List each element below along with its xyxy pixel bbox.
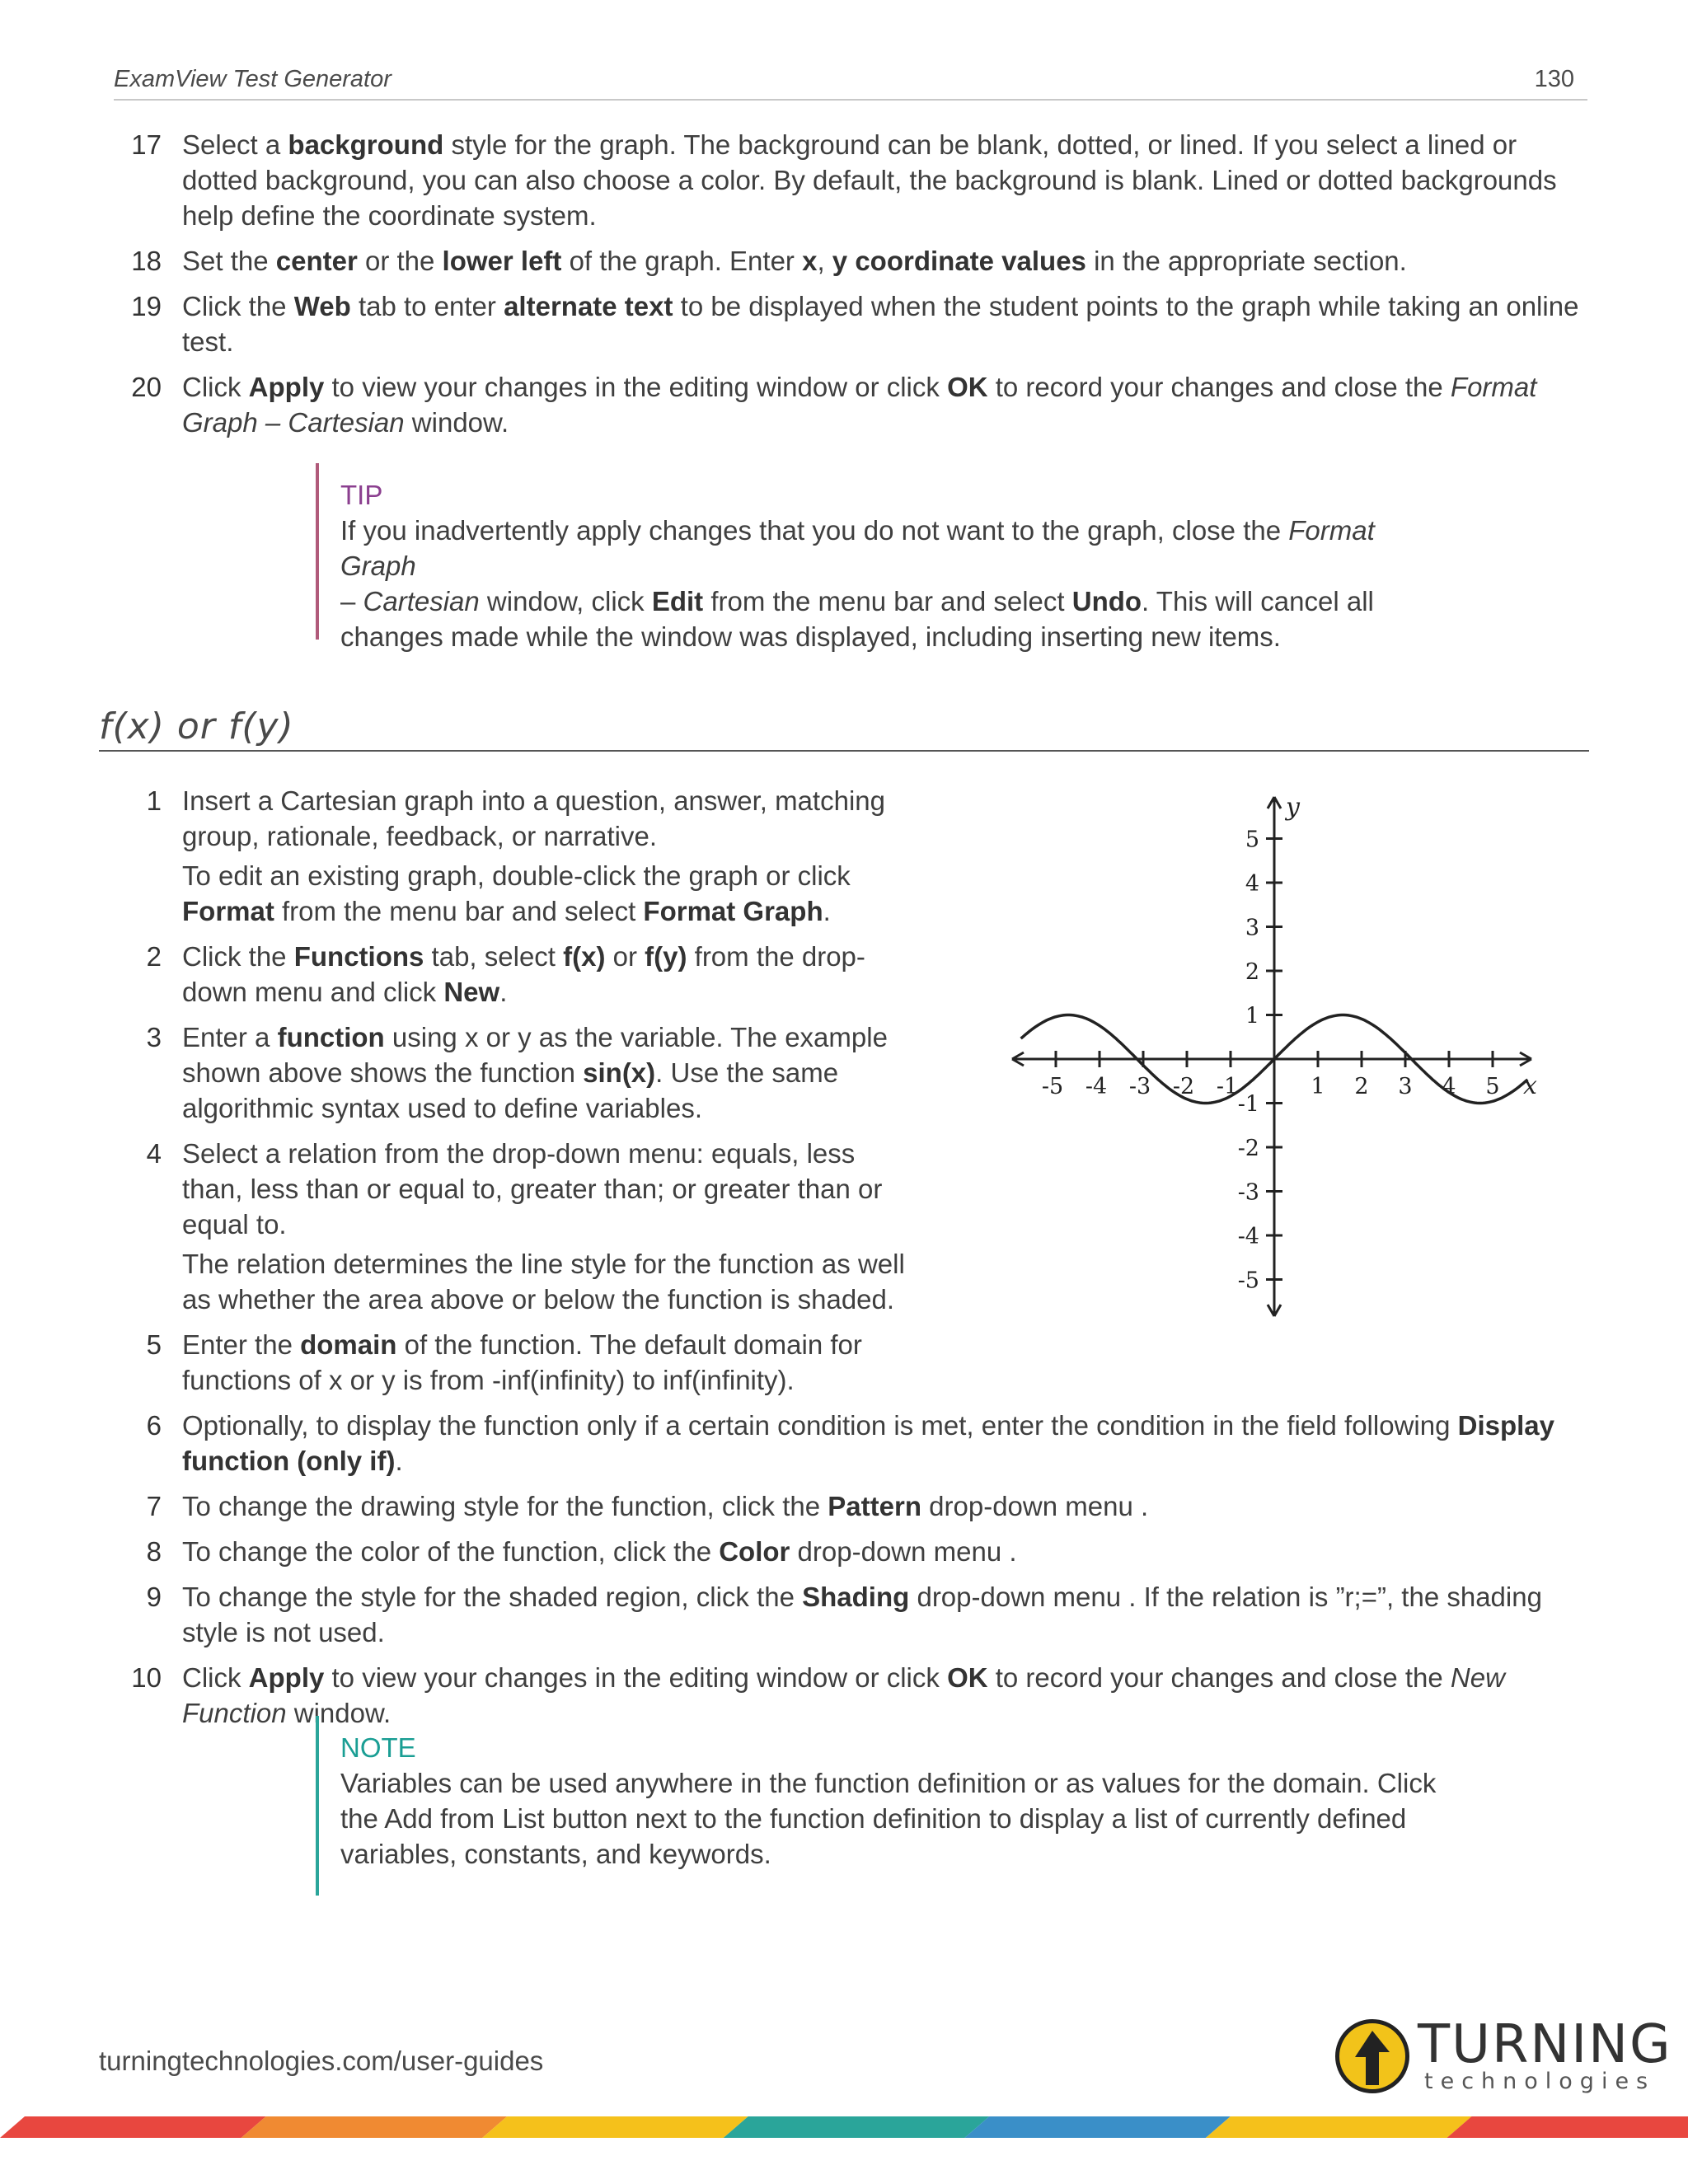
stripe-segment xyxy=(482,2116,748,2138)
x-tick-label: -3 xyxy=(1128,1074,1151,1099)
footer-url[interactable]: turningtechnologies.com/user-guides xyxy=(99,2046,544,2076)
x-tick-label: -5 xyxy=(1041,1074,1064,1099)
x-tick-label: 4 xyxy=(1442,1074,1456,1099)
x-tick-label: 3 xyxy=(1398,1074,1413,1099)
list-item xyxy=(0,1019,907,1126)
note-callout xyxy=(316,1716,1453,1896)
step-number: 1 xyxy=(146,785,162,816)
step-number: 7 xyxy=(146,1491,162,1521)
step-text: Enter the domain of the function. The default domain for functions of x or y is from -inf(infinity) to inf(infinity). xyxy=(182,1329,862,1395)
stripe-segment xyxy=(1447,2116,1688,2138)
y-tick-label: -3 xyxy=(1237,1179,1259,1206)
step-number: 6 xyxy=(146,1410,162,1441)
step-number: 3 xyxy=(146,1022,162,1052)
y-tick-label: -5 xyxy=(1237,1268,1259,1294)
step-number: 10 xyxy=(131,1662,162,1693)
y-axis-label: y xyxy=(1286,793,1300,822)
logo-wordmark: TURNING xyxy=(1418,2014,1672,2075)
list-item xyxy=(0,243,1592,279)
document-title: ExamView Test Generator xyxy=(114,66,392,92)
y-tick-label: 3 xyxy=(1245,915,1259,941)
sine-function-graph xyxy=(989,787,1550,1331)
step-text: Click Apply to view your changes in the editing window or click OK to record your changes and close the New Function window. xyxy=(182,1662,1505,1728)
step-text: To change the color of the function, click the Color drop-down menu . xyxy=(182,1536,1017,1567)
y-tick-label: 1 xyxy=(1245,1003,1259,1029)
logo-arrow-icon xyxy=(1335,2019,1409,2097)
y-tick-label: 5 xyxy=(1245,827,1259,853)
x-tick-label: 2 xyxy=(1354,1074,1369,1099)
steps-list-top xyxy=(0,127,1688,450)
footer-color-stripe xyxy=(0,2116,1688,2138)
y-tick-label: -1 xyxy=(1237,1091,1259,1118)
stripe-segment xyxy=(964,2116,1231,2138)
y-tick-label: 2 xyxy=(1245,959,1259,985)
page-header xyxy=(114,64,1587,101)
stripe-segment xyxy=(241,2116,508,2138)
step-number: 19 xyxy=(131,291,162,321)
list-item xyxy=(0,127,1592,233)
y-tick-label: 4 xyxy=(1245,871,1259,897)
section-heading xyxy=(99,705,1589,752)
step-number: 2 xyxy=(146,941,162,972)
list-item xyxy=(0,1136,907,1317)
step-text: Select a background style for the graph. The background can be blank, dotted, or lined. If you select a lined or dotted background, you can also choose a color. By default, the background is blank. Lined or dotted backgrounds help define the coordinate system. xyxy=(182,129,1557,231)
x-tick-label: -4 xyxy=(1085,1074,1108,1099)
step-text: Insert a Cartesian graph into a question, answer, matching group, rationale, feedback, or narrative. xyxy=(182,785,885,851)
list-item xyxy=(0,1408,1592,1479)
stripe-segment xyxy=(1206,2116,1472,2138)
logo-subtitle: technologies xyxy=(1424,2069,1656,2094)
y-tick-label: -2 xyxy=(1237,1136,1259,1161)
note-text: Variables can be used anywhere in the function definition or as values for the domain. Click the Add from List button next to the function definition to display a list of currently defined variables, constants, and keywords. xyxy=(340,1768,1437,1869)
x-tick-label: 5 xyxy=(1485,1074,1500,1099)
list-item xyxy=(0,1488,1592,1524)
x-tick-label: -2 xyxy=(1172,1074,1195,1099)
x-tick-label: -1 xyxy=(1216,1074,1239,1099)
step-number: 5 xyxy=(146,1329,162,1360)
page-number: 130 xyxy=(1534,66,1574,92)
stripe-segment xyxy=(724,2116,990,2138)
x-axis-label: x xyxy=(1523,1071,1537,1100)
tip-callout xyxy=(316,463,1453,652)
list-item xyxy=(0,939,907,1010)
step-text: Click the Web tab to enter alternate text to be displayed when the student points to the graph while taking an online test. xyxy=(182,291,1579,357)
turning-technologies-logo xyxy=(1335,2014,1672,2100)
step-number: 9 xyxy=(146,1582,162,1612)
step-subtext: To edit an existing graph, double-click the graph or click Format from the menu bar and select Format Graph. xyxy=(182,860,851,926)
list-item xyxy=(0,1579,1592,1650)
step-number: 17 xyxy=(131,129,162,160)
step-text: To change the style for the shaded region, click the Shading drop-down menu . If the relation is ”r;=”, the shading style is not used. xyxy=(182,1582,1542,1647)
step-number: 20 xyxy=(131,372,162,402)
list-item xyxy=(0,288,1592,359)
step-text: To change the drawing style for the function, click the Pattern drop-down menu . xyxy=(182,1491,1149,1521)
step-text: Optionally, to display the function only if a certain condition is met, enter the condition in the field following Display function (only if). xyxy=(182,1410,1554,1476)
list-item xyxy=(0,1534,1592,1569)
step-text: Click the Functions tab, select f(x) or f(y) from the drop-down menu and click New. xyxy=(182,941,865,1007)
list-item xyxy=(0,369,1592,440)
step-number: 4 xyxy=(146,1138,162,1169)
tip-label: TIP xyxy=(340,480,383,510)
list-item xyxy=(0,783,907,929)
step-number: 8 xyxy=(146,1536,162,1567)
step-text: Select a relation from the drop-down menu: equals, less than, less than or equal to, greater than; or greater than or equal to. xyxy=(182,1138,883,1240)
list-item xyxy=(0,1327,907,1398)
step-subtext: The relation determines the line style for the function as well as whether the area above or below the function is shaded. xyxy=(182,1249,905,1315)
step-text: Click Apply to view your changes in the editing window or click OK to record your changes and close the Format Graph – Cartesian window. xyxy=(182,372,1537,438)
section-heading-text: f(x) or f(y) xyxy=(99,705,294,748)
y-tick-label: -4 xyxy=(1237,1224,1259,1249)
tip-text: If you inadvertently apply changes that you do not want to the graph, close the Format Graph – Cartesian window, click Edit from the menu bar and select Undo. This will cancel all changes made while the window was displayed, including inserting new items. xyxy=(340,515,1375,652)
step-text: Set the center or the lower left of the graph. Enter x, y coordinate values in the appropriate section. xyxy=(182,246,1407,276)
note-label: NOTE xyxy=(340,1732,416,1763)
step-text: Enter a function using x or y as the variable. The example shown above shows the function sin(x). Use the same algorithmic syntax used to define variables. xyxy=(182,1022,888,1123)
x-tick-label: 1 xyxy=(1311,1074,1325,1099)
stripe-segment xyxy=(0,2116,266,2138)
step-number: 18 xyxy=(131,246,162,276)
